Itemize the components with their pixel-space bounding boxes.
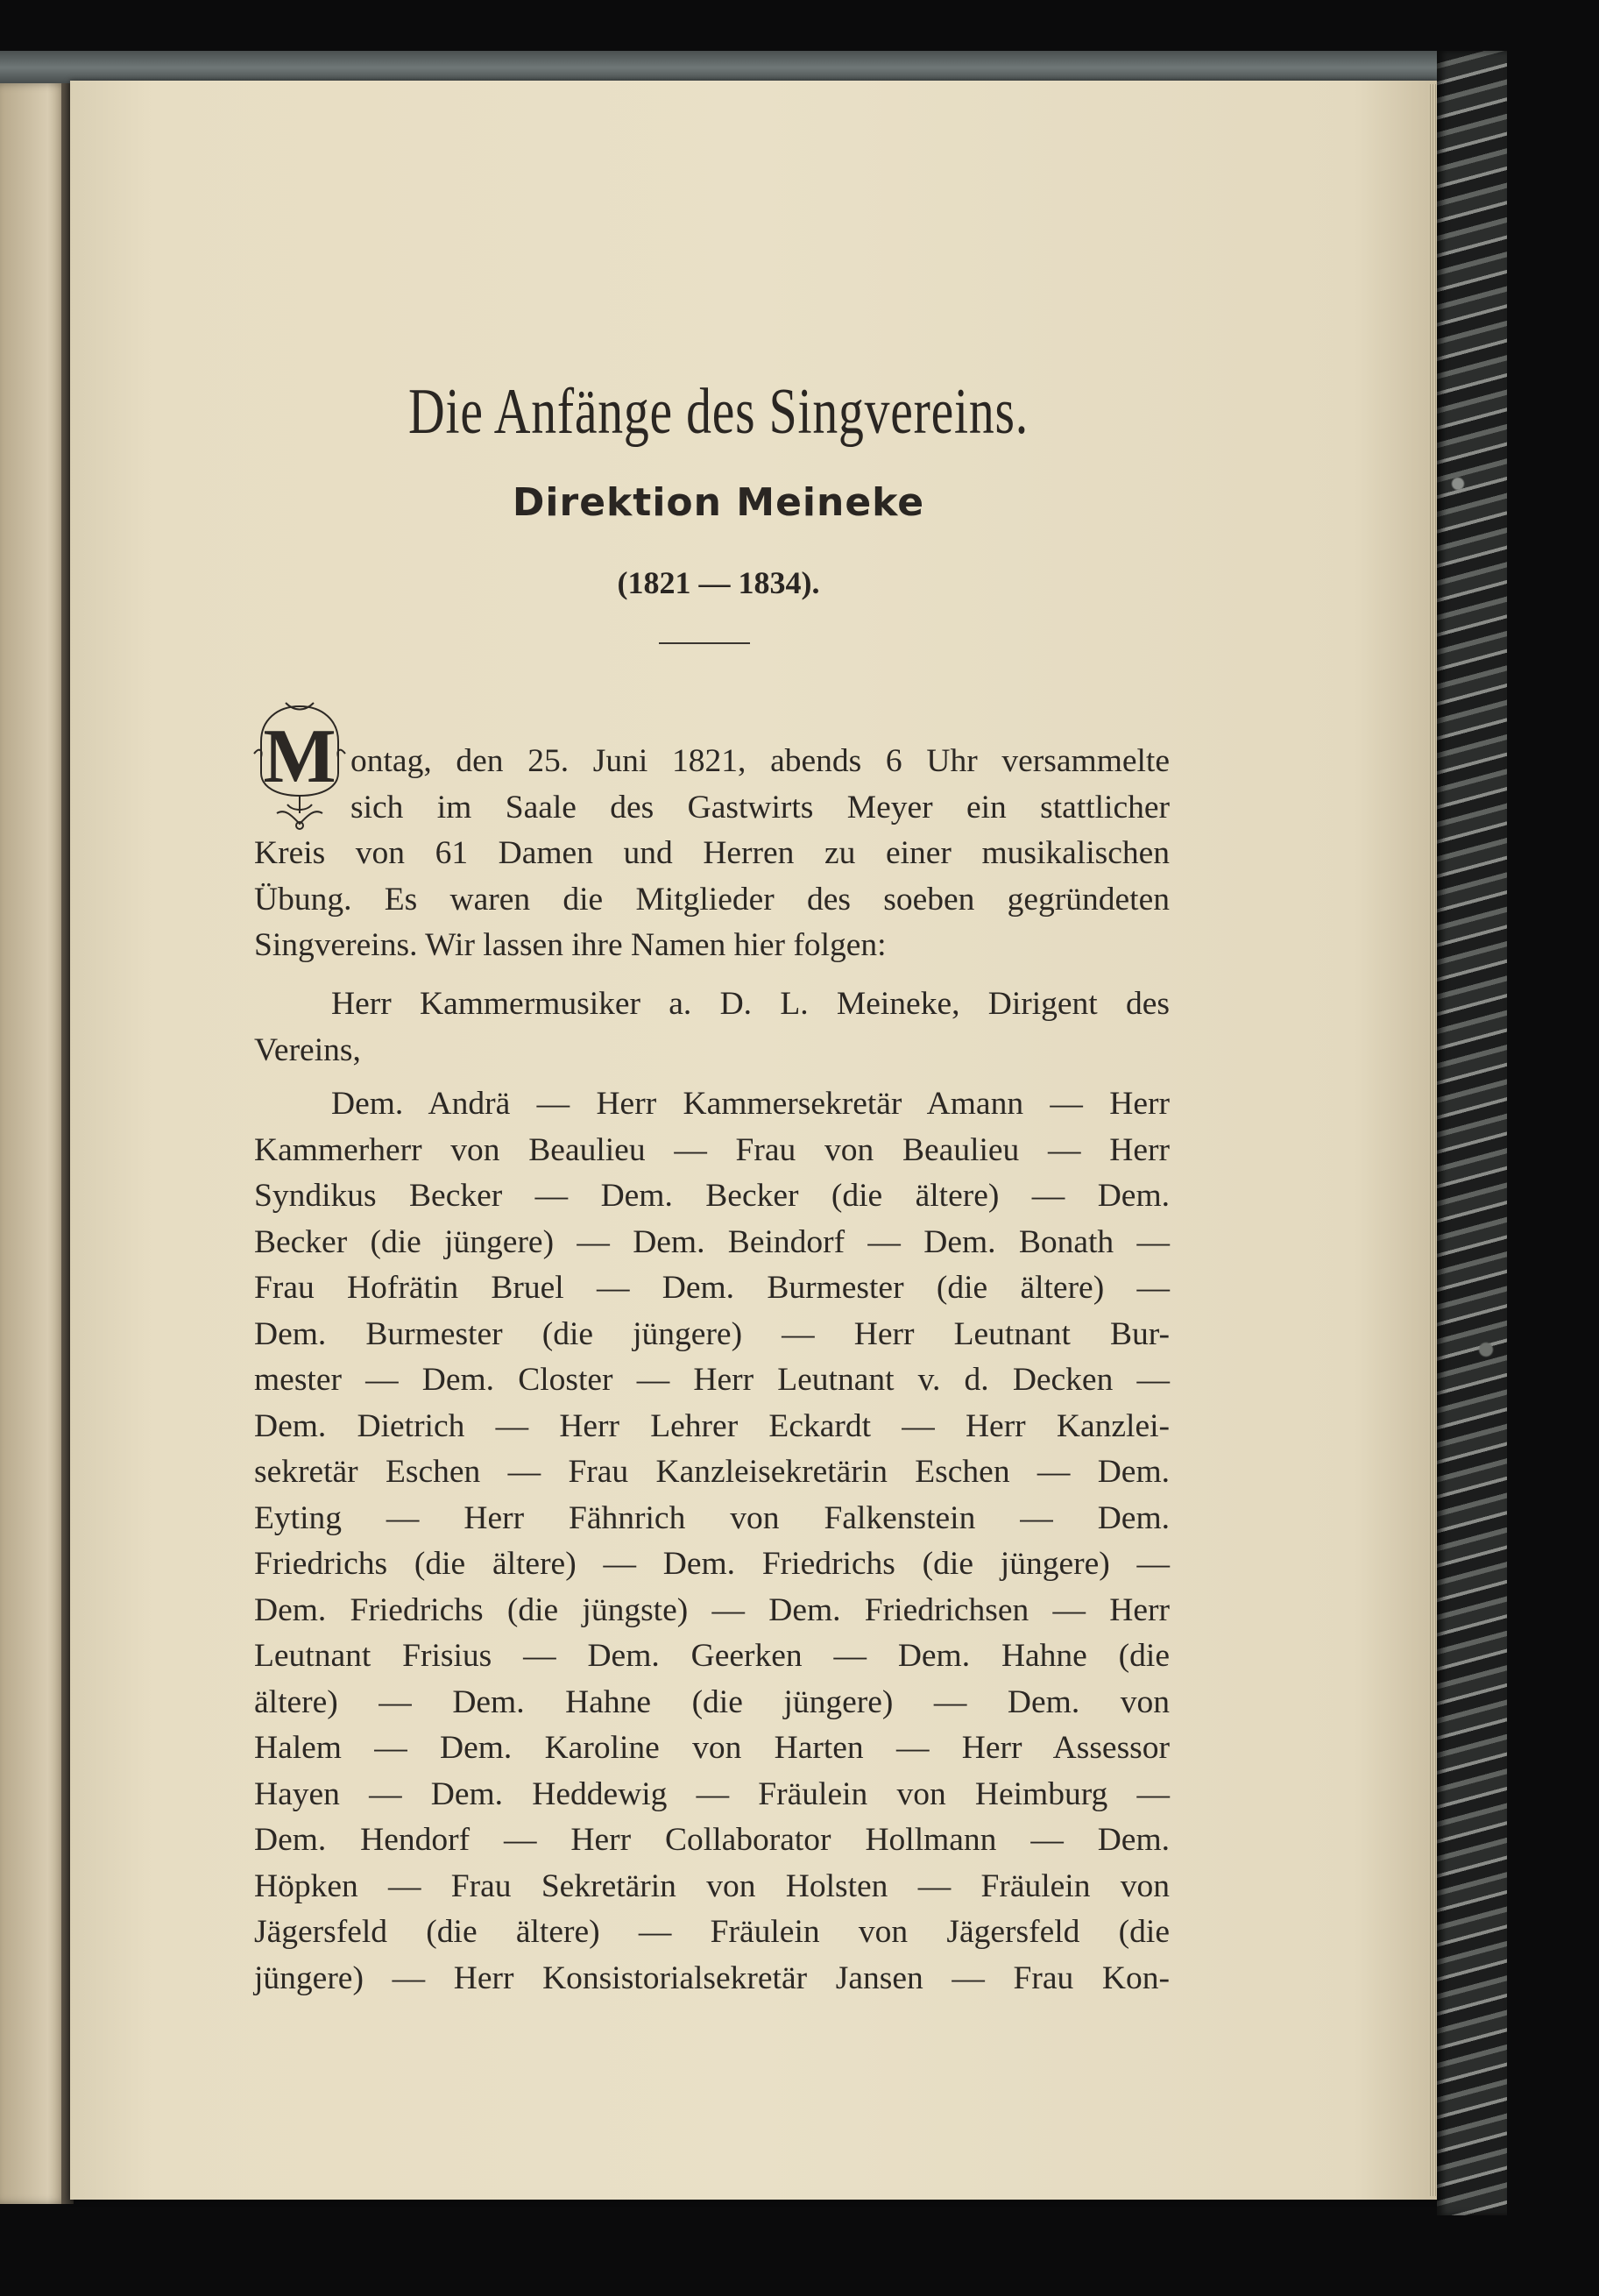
chapter-subtitle: Direktion Meineke	[512, 480, 925, 525]
facing-page-edge	[0, 83, 68, 2204]
text-line: sich im Saale des Gastwirts Meyer ein stattlicher	[350, 789, 1170, 826]
text-line: Hayen — Dem. Heddewig — Fräulein von Heimburg —	[254, 1775, 1170, 1812]
text-line: Friedrichs (die ältere) — Dem. Friedrichs (die jüngere) —	[254, 1546, 1170, 1582]
text-line: ontag, den 25. Juni 1821, abends 6 Uhr versammelte	[350, 743, 1170, 779]
text-line: Eyting — Herr Fähnrich von Falkenstein — Dem.	[254, 1499, 1170, 1536]
chapter-title: Die Anfänge des Singvereins.	[408, 376, 1029, 448]
text-line: Dem. Andrä — Herr Kammersekretär Amann — Herr	[331, 1086, 1170, 1122]
text-line: Leutnant Frisius — Dem. Geerken — Dem. Hahne (die	[254, 1638, 1170, 1674]
text-line: Jägersfeld (die ältere) — Fräulein von Jägersfeld (die	[254, 1914, 1170, 1950]
text-line: Dem. Dietrich — Herr Lehrer Eckardt — Herr Kanzlei-	[254, 1407, 1170, 1444]
text-line: Dem. Burmester (die jüngere) — Herr Leutnant Bur-	[254, 1315, 1170, 1352]
text-line: Vereins,	[254, 1031, 361, 1068]
text-line: Dem. Hendorf — Herr Collaborator Hollmann — Dem.	[254, 1822, 1170, 1858]
text-line: Kammerherr von Beaulieu — Frau von Beaulieu — Herr	[254, 1131, 1170, 1168]
text-line: Halem — Dem. Karoline von Harten — Herr Assessor	[254, 1730, 1170, 1766]
text-line: jüngere) — Herr Konsistorialsekretär Jansen — Frau Kon-	[254, 1959, 1170, 1996]
text-line: Höpken — Frau Sekretärin von Holsten — Fräulein von	[254, 1867, 1170, 1904]
page-stack-edge	[1428, 84, 1437, 2196]
title-divider	[659, 642, 750, 644]
text-line: Syndikus Becker — Dem. Becker (die ältere) — Dem.	[254, 1178, 1170, 1214]
text-line: Kreis von 61 Damen und Herren zu einer musikalischen	[254, 835, 1170, 871]
text-line: sekretär Eschen — Frau Kanzleisekretärin Eschen — Dem.	[254, 1454, 1170, 1490]
marbled-cover-edge	[1437, 51, 1507, 2215]
text-line: Becker (die jüngere) — Dem. Beindorf — Dem. Bonath —	[254, 1223, 1170, 1260]
text-line: Frau Hofrätin Bruel — Dem. Burmester (die ältere) —	[254, 1270, 1170, 1306]
text-line: mester — Dem. Closter — Herr Leutnant v. d. Decken —	[254, 1362, 1170, 1398]
text-line: Übung. Es waren die Mitglieder des soeben gegründeten	[254, 881, 1170, 918]
text-line: Singvereins. Wir lassen ihre Namen hier folgen:	[254, 927, 887, 963]
text-line: Dem. Friedrichs (die jüngste) — Dem. Friedrichsen — Herr	[254, 1591, 1170, 1628]
paragraph-intro	[254, 739, 1170, 969]
initial-letter: M	[263, 714, 336, 799]
text-line: ältere) — Dem. Hahne (die jüngere) — Dem. von	[254, 1683, 1170, 1720]
paragraph-conductor	[254, 981, 1170, 1074]
chapter-period: (1821 — 1834).	[617, 565, 820, 600]
text-line: Herr Kammermusiker a. D. L. Meineke, Dirigent des	[331, 986, 1170, 1022]
paragraph-member-list	[254, 1081, 1170, 2002]
